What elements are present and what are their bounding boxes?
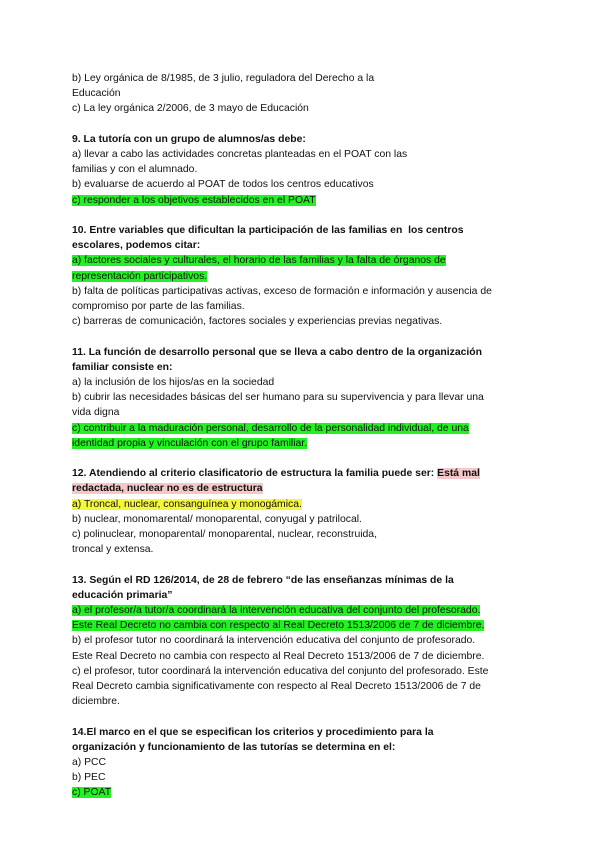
option-c: c) barreras de comunicación, factores sociales y experiencias previas negativas. [72, 316, 443, 328]
option-c-correct: c) POAT [72, 787, 112, 799]
question-title-continued: organización y funcionamiento de las tutorías se determina en el: [72, 741, 396, 753]
question-title: 14.El marco en el que se especifican los criterios y procedimiento para la [72, 726, 434, 738]
option-b: b) falta de políticas participativas activas, exceso de formación e información y ausencia de [72, 285, 492, 297]
question-title: 11. La función de desarrollo personal que se lleva a cabo dentro de la organización [72, 346, 482, 358]
question-title: 12. Atendiendo al criterio clasificatorio de estructura la familia puede ser: Está mal [72, 468, 480, 480]
question-12 [72, 466, 532, 557]
option-b: b) evaluarse de acuerdo al POAT de todos los centros educativos [72, 179, 374, 191]
option-b: b) Ley orgánica de 8/1985, de 3 julio, reguladora del Derecho a la [72, 73, 375, 84]
option-a: a) PCC [72, 757, 107, 769]
option-b: b) PEC [72, 772, 106, 784]
option-a-correct: a) factores sociales y culturales, el horario de las familias y la falta de órganos de [72, 255, 446, 267]
option-c-correct: c) responder a los objetivos establecidos en el POAT [72, 194, 316, 206]
question-title-continued: familiar consiste en: [72, 361, 173, 373]
option-a-correct-continued: representación participativos. [72, 270, 208, 282]
question-11 [72, 345, 532, 451]
option-a-correct-continued: Este Real Decreto no cambia con respecto al Real Decreto 1513/2006 de 7 de diciembre. [72, 620, 485, 632]
question-10 [72, 223, 532, 329]
option-c-continued: troncal y extensa. [72, 544, 154, 556]
question-13 [72, 573, 532, 710]
option-b-continued: compromiso por parte de las familias. [72, 301, 245, 313]
option-a-correct: a) el profesor/a tutor/a coordinará la intervención educativa del conjunto del profesorado. [72, 605, 481, 617]
previous-question-options [72, 71, 532, 117]
question-title: 13. Según el RD 126/2014, de 28 de febrero “de las enseñanzas mínimas de la [72, 574, 454, 586]
option-c-correct-continued: identidad propia y vinculación con el grupo familiar. [72, 437, 308, 449]
option-a-continued: familias y con el alumnado. [72, 164, 198, 176]
question-title-continued: escolares, podemos citar: [72, 240, 201, 252]
option-c-continued-2: diciembre. [72, 696, 120, 708]
annotation-note-continued: redactada, nuclear no es de estructura [72, 483, 263, 495]
option-c: c) polinuclear, monoparental/ monoparental, nuclear, reconstruida, [72, 529, 377, 541]
option-a-marked: a) Troncal, nuclear, consanguínea y monogámica. [72, 498, 302, 510]
option-b-continued: Educación [72, 88, 121, 100]
option-c-continued: Real Decreto cambia significativamente con respecto al Real Decreto 1513/2006 de 7 de [72, 681, 481, 693]
option-a: a) la inclusión de los hijos/as en la sociedad [72, 377, 275, 389]
option-b-continued: vida digna [72, 407, 120, 419]
option-b: b) nuclear, monomarental/ monoparental, conyugal y patrilocal. [72, 513, 362, 525]
question-title: 9. La tutoría con un grupo de alumnos/as debe: [72, 133, 306, 145]
question-title-continued: educación primaria” [72, 589, 173, 601]
question-14 [72, 725, 532, 801]
document-page [72, 71, 532, 801]
question-9 [72, 132, 532, 208]
annotation-note: Está mal [437, 468, 480, 480]
option-a: a) llevar a cabo las actividades concretas planteadas en el POAT con las [72, 149, 408, 160]
option-b: b) el profesor tutor no coordinará la intervención educativa del conjunto de profesorado. [72, 635, 476, 647]
option-b-continued: Este Real Decreto no cambia con respecto al Real Decreto 1513/2006 de 7 de diciembre. [72, 650, 485, 662]
option-c: c) el profesor, tutor coordinará la intervención educativa del conjunto del profesorado. Este [72, 665, 489, 677]
option-c: c) La ley orgánica 2/2006, de 3 mayo de Educación [72, 103, 309, 115]
option-b: b) cubrir las necesidades básicas del ser humano para su supervivencia y para llevar una [72, 392, 484, 404]
question-title: 10. Entre variables que dificultan la participación de las familias en los centros [72, 225, 464, 236]
option-c-correct: c) contribuir a la maduración personal, desarrollo de la personalidad individual, de una [72, 422, 469, 434]
